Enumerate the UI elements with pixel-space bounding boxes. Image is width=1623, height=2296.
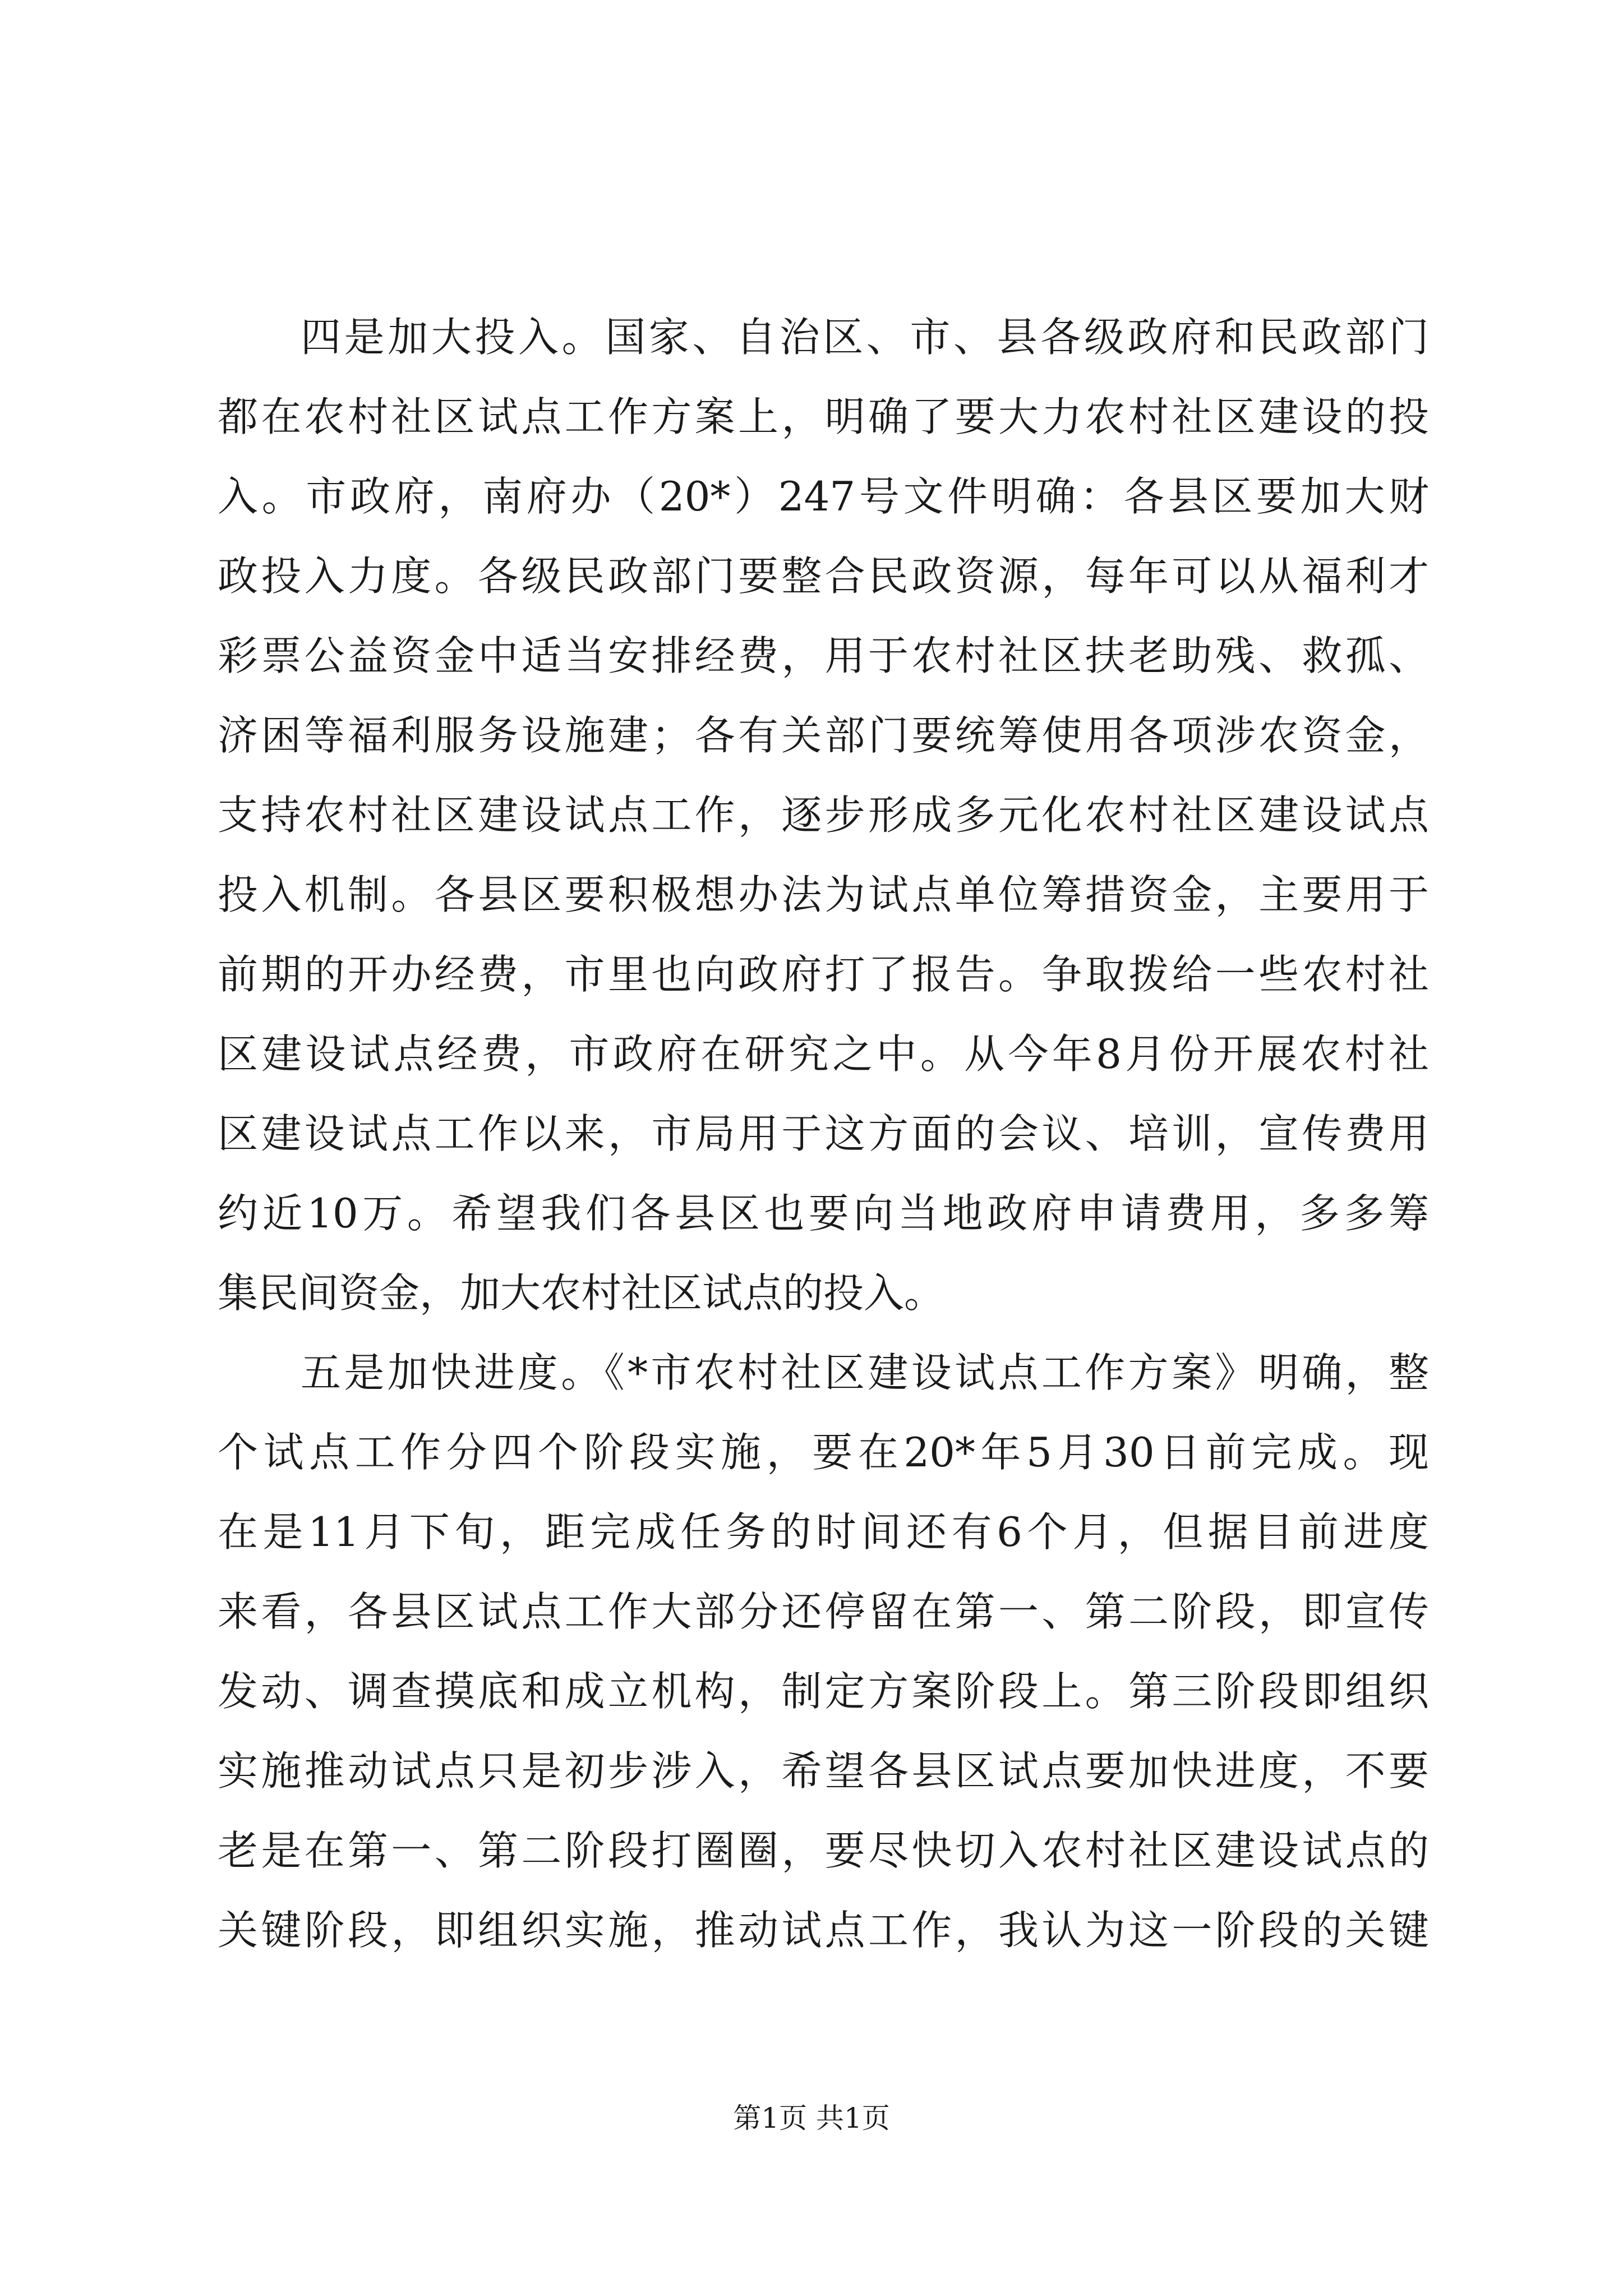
paragraph-5-line-6: 实施推动试点只是初步涉入，希望各县区试点要加快进度，不要 bbox=[218, 1747, 1429, 1795]
paragraph-4-line-8: 投入机制。各县区要积极想办法为试点单位筹措资金，主要用于 bbox=[218, 871, 1429, 918]
paragraph-5-line-2: 个试点工作分四个阶段实施，要在20*年5月30日前完成。现 bbox=[218, 1429, 1429, 1476]
paragraph-5-line-5: 发动、调查摸底和成立机构，制定方案阶段上。第三阶段即组织 bbox=[218, 1668, 1429, 1715]
paragraph-4-line-13: 集民间资金，加大农村社区试点的投入。 bbox=[218, 1269, 945, 1317]
paragraph-4-line-11: 区建设试点工作以来，市局用于这方面的会议、培训，宣传费用 bbox=[218, 1110, 1429, 1157]
document-body bbox=[218, 297, 1429, 1970]
paragraph-5-line-8: 关键阶段，即组织实施，推动试点工作，我认为这一阶段的关键 bbox=[218, 1907, 1429, 1954]
page-footer: 第1页 共1页 bbox=[733, 2102, 890, 2134]
paragraph-4-line-7: 支持农村社区建设试点工作，逐步形成多元化农村社区建设试点 bbox=[218, 792, 1429, 839]
paragraph-4-line-9: 前期的开办经费，市里也向政府打了报告。争取拨给一些农村社 bbox=[218, 951, 1429, 998]
paragraph-4-line-10: 区建设试点经费，市政府在研究之中。从今年8月份开展农村社 bbox=[218, 1030, 1429, 1078]
paragraph-5-line-3: 在是11月下旬，距完成任务的时间还有6个月，但据目前进度 bbox=[218, 1508, 1429, 1556]
paragraph-4-line-1: 四是加大投入。国家、自治区、市、县各级政府和民政部门 bbox=[301, 314, 1429, 361]
paragraph-4-line-6: 济困等福利服务设施建；各有关部门要统筹使用各项涉农资金， bbox=[218, 712, 1429, 759]
paragraph-4-line-12: 约近10万。希望我们各县区也要向当地政府申请费用，多多筹 bbox=[218, 1190, 1429, 1237]
paragraph-4-line-5: 彩票公益资金中适当安排经费，用于农村社区扶老助残、救孤、 bbox=[218, 632, 1429, 679]
paragraph-4-line-2: 都在农村社区试点工作方案上，明确了要大力农村社区建设的投 bbox=[218, 393, 1429, 440]
paragraph-5-line-1: 五是加快进度。《*市农村社区建设试点工作方案》明确，整 bbox=[301, 1349, 1429, 1396]
paragraph-5-line-4: 来看，各县区试点工作大部分还停留在第一、第二阶段，即宣传 bbox=[218, 1588, 1429, 1635]
paragraph-4-line-4: 政投入力度。各级民政部门要整合民政资源，每年可以从福利才 bbox=[218, 553, 1429, 600]
paragraph-5-line-7: 老是在第一、第二阶段打圈圈，要尽快切入农村社区建设试点的 bbox=[218, 1827, 1429, 1874]
paragraph-4-line-3: 入。市政府，南府办（20*）247号文件明确：各县区要加大财 bbox=[218, 473, 1429, 520]
